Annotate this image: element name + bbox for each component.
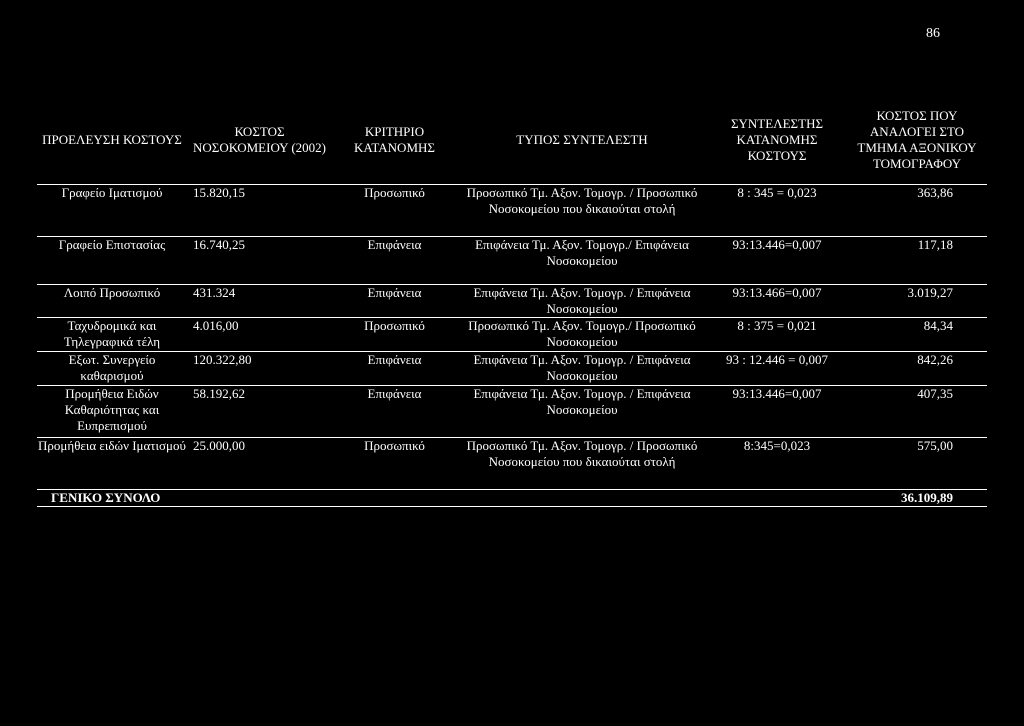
cell-allocation-coefficient: 93 : 12.446 = 0,007 <box>726 352 828 367</box>
cell-allocated-cost: 363,86 <box>917 185 953 200</box>
cell-hospital-cost: 4.016,00 <box>193 318 239 333</box>
cell-criterion: Επιφάνεια <box>367 285 422 300</box>
cell-name: Ταχυδρομικά και Τηλεγραφικά τέλη <box>63 318 161 349</box>
cell-name: Προμήθεια Ειδών Καθαριότητας και Ευπρεπισμού <box>64 386 160 433</box>
cell-hospital-cost: 25.000,00 <box>193 438 245 453</box>
cell-hospital-cost: 58.192,62 <box>193 386 245 401</box>
cell-coefficient-type: Προσωπικό Τμ. Αξον. Τομογρ. / Προσωπικό Νοσοκομείου που δικαιούται στολή <box>466 185 698 216</box>
cell-coefficient-type: Προσωπικό Τμ. Αξον. Τομογρ./ Προσωπικό Νοσοκομείου <box>468 318 696 349</box>
header-allocated-cost: ΚΟΣΤΟΣ ΠΟΥ ΑΝΑΛΟΓΕΙ ΣΤΟ ΤΜΗΜΑ ΑΞΟΝΙΚΟΥ ΤΟΜΟΓΡΑΦΟΥ <box>857 108 977 171</box>
cell-coefficient-type: Επιφάνεια Τμ. Αξον. Τομογρ. / Επιφάνεια Νοσοκομείου <box>473 285 691 316</box>
cell-criterion: Προσωπικό <box>364 318 425 333</box>
cell-name: Εξωτ. Συνεργείο καθαρισμού <box>68 352 156 383</box>
table-body <box>37 185 987 490</box>
header-coefficient-type: ΤΥΠΟΣ ΣΥΝΤΕΛΕΣΤΗ <box>516 132 648 147</box>
page-number: 86 <box>926 26 940 41</box>
header-allocation-coefficient: ΣΥΝΤΕΛΕΣΤΗΣ ΚΑΤΑΝΟΜΗΣ ΚΟΣΤΟΥΣ <box>730 116 824 163</box>
table-row <box>37 237 987 285</box>
cell-coefficient-type: Επιφάνεια Τμ. Αξον. Τομογρ./ Επιφάνεια Νοσοκομείου <box>475 237 689 268</box>
table-row <box>37 285 987 318</box>
cell-coefficient-type: Επιφάνεια Τμ. Αξον. Τομογρ. / Επιφάνεια Νοσοκομείου <box>473 352 691 383</box>
cell-allocated-cost: 3.019,27 <box>907 285 953 300</box>
cell-allocation-coefficient: 8 : 345 = 0,023 <box>737 185 817 200</box>
cell-hospital-cost: 16.740,25 <box>193 237 245 252</box>
total-label: ΓΕΝΙΚΟ ΣΥΝΟΛΟ <box>51 490 161 505</box>
header-cost-forecast: ΠΡΟΕΛΕΥΣΗ ΚΟΣΤΟΥΣ <box>42 132 182 147</box>
table-header-row <box>37 96 987 185</box>
table-row <box>37 318 987 352</box>
cell-allocation-coefficient: 8 : 375 = 0,021 <box>737 318 817 333</box>
cell-allocated-cost: 842,26 <box>917 352 953 367</box>
total-value: 36.109,89 <box>901 490 953 505</box>
cell-allocated-cost: 117,18 <box>917 237 953 252</box>
cell-hospital-cost: 120.322,80 <box>193 352 252 367</box>
cell-name: Προμήθεια ειδών Ιματισμού <box>38 438 186 453</box>
cell-criterion: Επιφάνεια <box>367 237 422 252</box>
cell-criterion: Επιφάνεια <box>367 386 422 401</box>
table-row <box>37 185 987 237</box>
cell-allocation-coefficient: 8:345=0,023 <box>743 438 811 453</box>
cell-name: Γραφείο Επιστασίας <box>58 237 166 252</box>
table-row <box>37 438 987 490</box>
total-row <box>37 490 987 507</box>
header-criterion: ΚΡΙΤΗΡΙΟ ΚΑΤΑΝΟΜΗΣ <box>354 124 435 155</box>
table-row <box>37 386 987 438</box>
cell-allocation-coefficient: 93:13.466=0,007 <box>732 285 822 300</box>
cell-allocated-cost: 407,35 <box>917 386 953 401</box>
cell-coefficient-type: Επιφάνεια Τμ. Αξον. Τομογρ. / Επιφάνεια Νοσοκομείου <box>473 386 691 417</box>
cell-criterion: Προσωπικό <box>364 185 425 200</box>
cell-hospital-cost: 15.820,15 <box>193 185 245 200</box>
cell-allocated-cost: 575,00 <box>917 438 953 453</box>
cell-coefficient-type: Προσωπικό Τμ. Αξον. Τομογρ. / Προσωπικό Νοσοκομείου που δικαιούται στολή <box>466 438 698 469</box>
cell-name: Λοιπό Προσωπικό <box>63 285 161 300</box>
cell-allocated-cost: 84,34 <box>923 318 953 333</box>
header-hospital-cost: ΚΟΣΤΟΣ ΝΟΣΟΚΟΜΕΙΟΥ (2002) <box>193 124 326 155</box>
cell-allocation-coefficient: 93:13.446=0,007 <box>732 237 822 252</box>
table-row <box>37 352 987 386</box>
cell-criterion: Επιφάνεια <box>367 352 422 367</box>
cell-allocation-coefficient: 93:13.446=0,007 <box>732 386 822 401</box>
cell-criterion: Προσωπικό <box>364 438 425 453</box>
cell-name: Γραφείο Ιματισμού <box>61 185 163 200</box>
cell-hospital-cost: 431.324 <box>193 285 236 300</box>
cost-allocation-table <box>37 96 987 507</box>
